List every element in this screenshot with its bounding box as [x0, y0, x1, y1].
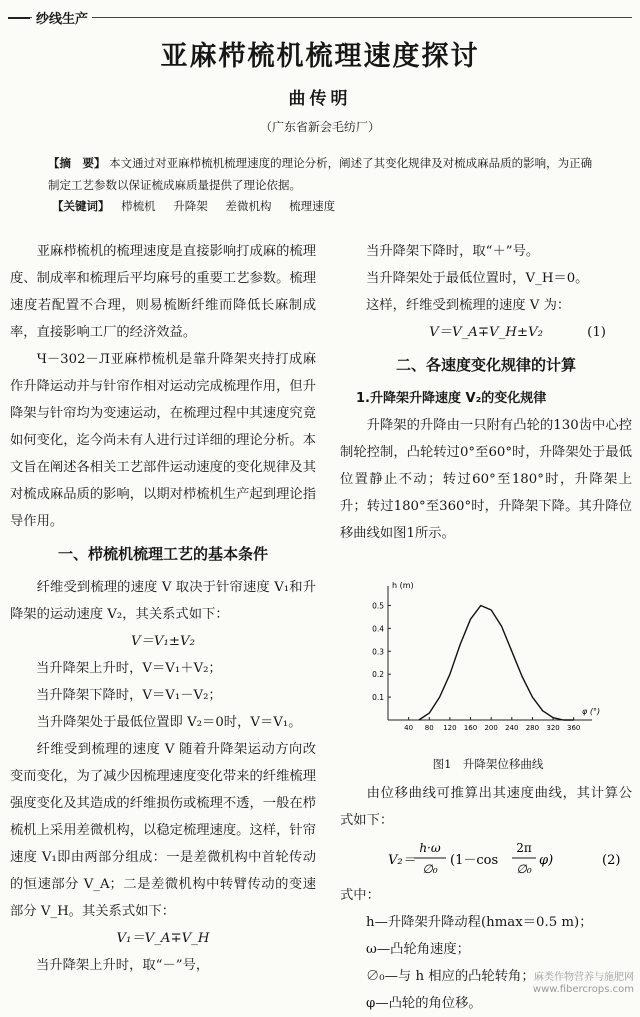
x-tick-label: 80 — [424, 724, 434, 732]
velocity-intro: 由位移曲线可推算出其速度曲线，其计算公式如下： — [340, 786, 632, 828]
condition-line-fall: 当升降架下降时，V＝V₁－V₂； — [36, 688, 222, 703]
y-tick-label: 0.5 — [372, 601, 384, 611]
x-tick-label: 160 — [463, 724, 478, 732]
eq2-inner-numerator: 2π — [516, 841, 532, 855]
displacement-curve — [419, 606, 574, 721]
keyword: 差微机构 — [225, 199, 272, 213]
author-affiliation: （广东省新会毛纺厂） — [259, 120, 380, 134]
sign-rule-fall: 当升降架下降时，取“＋”号。 — [366, 244, 540, 259]
eq2-paren: (1－cos — [450, 853, 499, 868]
watermark-line-1: 麻类作物营养与施肥网 — [534, 972, 634, 983]
article-title: 亚麻栉梳机梳理速度探讨 — [160, 41, 480, 72]
y-tick-label: 0.3 — [372, 647, 384, 657]
section-1-paragraph-2: 纤维受到梳理的速度 V 随着升降架运动方向改变而变化，为了减少因梳理速度变化带来的纤维梳理强度变化及其造成的纤维损伤或梳理不透，一般在栉梳机上采用差微机构，以稳定梳理速度。这样，针帘速度 V₁即由两部分组成：一是差微机构中首轮传动的恒速部分 V_A；二是差微机构中转臂传动的变速部分 V_H。其关系式如下： — [10, 742, 316, 919]
eq2-number: (2) — [602, 853, 621, 868]
subsection-1-heading: 1.升降架升降速度 V₂的变化规律 — [356, 391, 547, 406]
x-axis-label: φ (°) — [582, 707, 601, 716]
x-tick-label: 240 — [505, 724, 519, 732]
definition-omega: ω—凸轮角速度； — [366, 942, 470, 957]
equation-1 — [340, 319, 632, 346]
condition-line-rise: 当升降架上升时，V＝V₁＋V₂； — [36, 661, 222, 676]
x-tick-label: 200 — [484, 724, 498, 732]
keyword: 梳理速度 — [289, 199, 336, 213]
x-tick-label: 40 — [404, 724, 414, 732]
eq2-denominator: ∅₀ — [422, 862, 438, 876]
abstract — [48, 152, 596, 196]
where-label: 式中： — [340, 888, 380, 903]
journal-header — [8, 8, 632, 28]
eq2-lhs: V₂＝ — [388, 853, 416, 868]
sign-rule-lowest: 当升降架处于最低位置时，V_H＝0。 — [366, 271, 589, 286]
intro-paragraph-2: Ч－302－Л亚麻栉梳机是靠升降架夹持打成麻作升降运动并与针帘作相对运动完成梳理作用，但升降架与针帘均为变速运动，在梳理过程中其速度究竟如何变化，迄今尚未有人进行过详细的理论分析。本文旨在阐述各相关工艺部件运动速度的变化规律及其对梳成麻品质的影响，以期对栉梳机生产起到理论指导作用。 — [10, 352, 316, 529]
eq2-tail: φ) — [539, 853, 554, 868]
section-2-heading: 二、各速度变化规律的计算 — [395, 356, 576, 374]
keyword: 升降架 — [173, 199, 208, 213]
author-name: 曲传明 — [288, 89, 352, 109]
y-tick-label: 0.1 — [372, 693, 384, 703]
abstract-text: 本文通过对亚麻栉梳机梳理速度的理论分析，阐述了其变化规律及对梳成麻品质的影响，为正确制定工艺参数以保证梳成麻质量提供了理论依据。 — [48, 156, 593, 192]
condition-line-sign: 当升降架上升时，取“－”号， — [36, 958, 210, 973]
header-dash — [8, 17, 30, 19]
x-tick-label: 360 — [566, 724, 581, 732]
x-tick-label: 120 — [443, 724, 457, 732]
section-1-heading: 一、栉梳机梳理工艺的基本条件 — [57, 545, 268, 563]
site-watermark — [533, 972, 634, 996]
equation-1-body: V＝V_A∓V_H±V₂ — [429, 325, 543, 340]
intro-paragraph-1: 亚麻栉梳机的梳理速度是直接影响打成麻的梳理度、制成率和梳理后平均麻号的重要工艺参数。梳理速度若配置不合理，则易梳断纤维而降低长麻制成率，直接影响工厂的经济效益。 — [10, 244, 316, 340]
left-column — [10, 238, 316, 979]
header-rule — [8, 17, 632, 18]
eq2-numerator: h·ω — [419, 841, 441, 855]
keywords — [52, 198, 600, 214]
figure-caption: 图1 升降架位移曲线 — [432, 757, 544, 771]
x-tick-label: 320 — [546, 724, 560, 732]
definition-phi0: ∅₀—与 h 相应的凸轮转角； — [366, 969, 535, 984]
subsection-1-paragraph: 升降架的升降由一只附有凸轮的130齿中心控制轮控制，凸轮转过0°至60°时，升降架处于最低位置静止不动；转过60°至180°时，升降架上升；转过180°至360°时，升降架下降。其升降位移曲线如图1所示。 — [340, 418, 632, 541]
equation-v: V＝V₁±V₂ — [131, 634, 195, 649]
y-tick-label: 0.4 — [372, 624, 384, 634]
equation-2 — [340, 834, 632, 882]
y-axis-label: h (m) — [392, 581, 414, 590]
right-column — [340, 238, 632, 547]
watermark-line-2: www.fibercrops.com — [532, 984, 634, 995]
abstract-label: 【摘 要】 — [48, 156, 106, 170]
equation-1-number: (1) — [587, 325, 606, 340]
y-tick-label: 0.2 — [372, 670, 384, 680]
definition-phi: φ—凸轮的角位移。 — [366, 996, 482, 1011]
definition-h: h—升降架升降动程(hmax＝0.5 m)； — [366, 915, 593, 930]
keywords-label: 【关键词】 — [52, 199, 110, 213]
keyword: 栉梳机 — [121, 199, 156, 213]
section-label: 纱线生产 — [32, 8, 92, 27]
x-tick-label: 280 — [525, 724, 540, 732]
section-1-paragraph-1: 纤维受到梳理的速度 V 取决于针帘速度 V₁和升降架的运动速度 V₂，其关系式如下： — [10, 580, 316, 622]
displacement-curve-chart — [348, 578, 608, 748]
equation-v1: V₁＝V_A∓V_H — [116, 931, 210, 946]
eq2-inner-denominator: ∅₀ — [516, 862, 532, 876]
condition-line-lowest: 当升降架处于最低位置即 V₂＝0时，V＝V₁。 — [36, 715, 302, 730]
speed-intro: 这样，纤维受到梳理的速度 V 为： — [366, 298, 571, 313]
